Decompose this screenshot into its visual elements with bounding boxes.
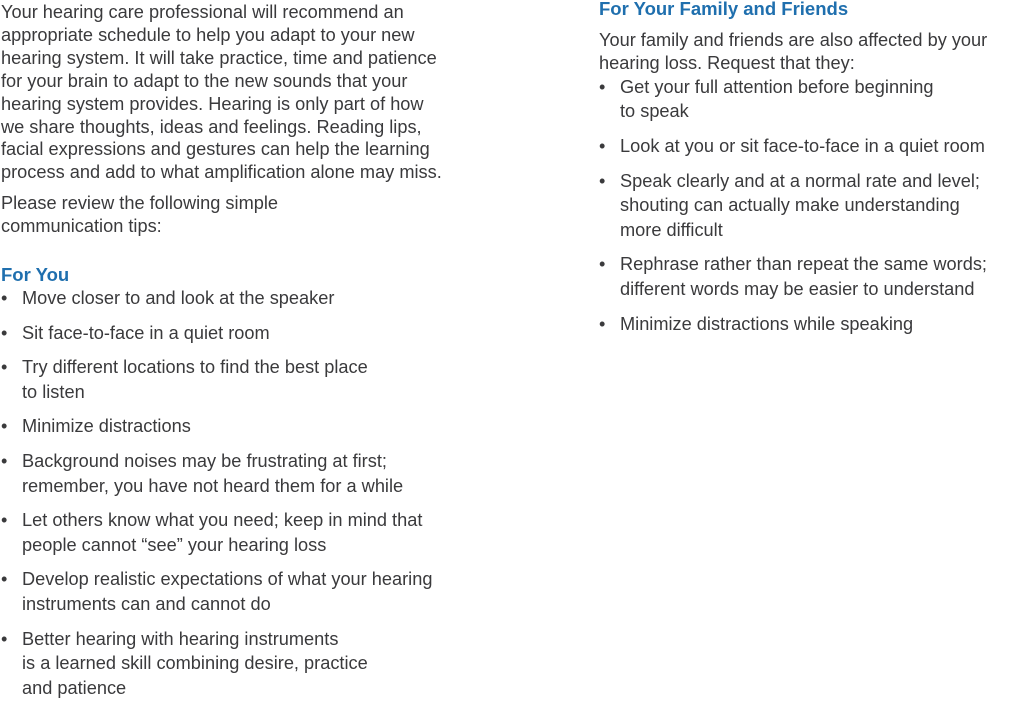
bullet-icon: •	[1, 357, 8, 378]
bullet-icon: •	[1, 628, 8, 649]
bullet-icon: •	[1, 322, 8, 343]
list-item-text: Look at you or sit face-to-face in a quiet room	[620, 136, 985, 156]
for-you-tips-list	[1, 286, 486, 700]
list-item-text: Minimize distractions	[22, 416, 191, 437]
list-item	[599, 252, 1017, 301]
list-item-text: Let others know what you need; keep in mind that people cannot “see” your hearing loss	[22, 510, 423, 555]
list-item	[1, 508, 486, 557]
bullet-icon: •	[1, 416, 8, 437]
bullet-icon: •	[1, 451, 8, 472]
intro-paragraph: Your hearing care professional will recommend an appropriate schedule to help you adapt to your new hearing system. It will take practice, time and patience for your brain to adapt to the new sounds that your hearing system provides. Hearing is only part of how we share thoughts, ideas and feelings. Reading lips, facial expressions and gestures can help the learning process and add to what amplification alone may miss.	[1, 2, 442, 183]
list-item	[1, 355, 486, 404]
list-item	[1, 449, 486, 498]
bullet-icon: •	[599, 76, 606, 97]
right-column	[599, 0, 1017, 336]
list-item	[1, 286, 486, 311]
bullet-icon: •	[1, 288, 8, 309]
list-item	[599, 312, 1017, 337]
list-item-text: Sit face-to-face in a quiet room	[22, 322, 270, 343]
list-item	[599, 75, 1017, 124]
list-item-text: Background noises may be frustrating at first; remember, you have not heard them for a while	[22, 451, 404, 496]
list-item-text: Get your full attention before beginning to speak	[620, 76, 934, 122]
bullet-icon: •	[599, 313, 606, 334]
left-column	[1, 0, 486, 700]
review-paragraph: Please review the following simple communication tips:	[1, 193, 278, 237]
for-you-heading: For You	[1, 264, 70, 286]
for-family-heading: For Your Family and Friends	[599, 0, 849, 19]
for-family-tips-list	[599, 75, 1017, 336]
list-item-text: Minimize distractions while speaking	[620, 313, 914, 334]
bullet-icon: •	[599, 170, 606, 191]
list-item	[1, 414, 486, 439]
family-intro-paragraph: Your family and friends are also affected by your hearing loss. Request that they:	[599, 30, 988, 73]
list-item-text: Try different locations to find the best place to listen	[22, 357, 368, 402]
bullet-icon: •	[1, 510, 8, 531]
list-item-text: Develop realistic expectations of what your hearing instruments can and cannot do	[22, 569, 433, 614]
bullet-icon: •	[1, 569, 8, 590]
list-item-text: Move closer to and look at the speaker	[22, 288, 335, 309]
bullet-icon: •	[599, 254, 606, 275]
list-item-text: Rephrase rather than repeat the same words; different words may be easier to understand	[620, 254, 987, 299]
list-item-text: Better hearing with hearing instruments is a learned skill combining desire, practice and patience	[22, 628, 368, 698]
bullet-icon: •	[599, 136, 606, 156]
list-item	[1, 627, 486, 701]
list-item-text: Speak clearly and at a normal rate and level; shouting can actually make understanding more difficult	[620, 170, 980, 240]
list-item	[1, 567, 486, 616]
list-item	[1, 321, 486, 346]
list-item	[599, 134, 1017, 159]
list-item	[599, 169, 1017, 243]
